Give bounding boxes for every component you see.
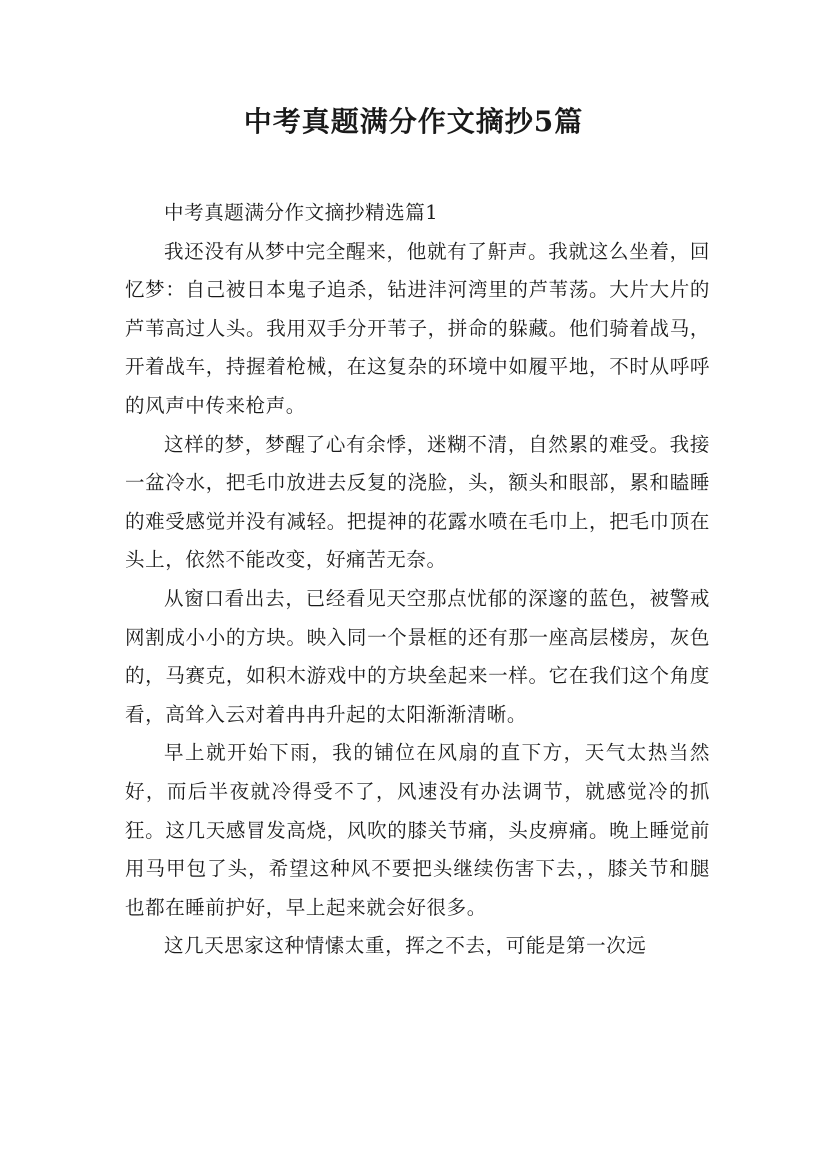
document-title: 中考真题满分作文摘抄5篇 (243, 105, 584, 138)
document-body (125, 194, 710, 966)
section-subheading: 中考真题满分作文摘抄精选篇1 (164, 201, 439, 224)
paragraph-5: 这几天思家这种情愫太重，挥之不去，可能是第一次远 (164, 934, 647, 958)
paragraph-2: 这样的梦，梦醒了心有余悸，迷糊不清，自然累的难受。我接一盆冷水，把毛巾放进去反复的浇脸，头，额头和眼部，累和瞌睡的难受感觉并没有减轻。把提神的花露水喷在毛巾上，把毛巾顶在头上，依然不能改变，好痛苦无奈。 (125, 432, 710, 572)
paragraph-1: 我还没有从梦中完全醒来，他就有了鼾声。我就这么坐着，回忆梦：自己被日本鬼子追杀，钻进沣河湾里的芦苇荡。大片大片的芦苇高过人头。我用双手分开苇子，拼命的躲藏。他们骑着战马，开着战车，持握着枪械，在这复杂的环境中如履平地，不时从呼呼的风声中传来枪声。 (125, 239, 710, 417)
paragraph-3: 从窗口看出去，已经看见天空那点忧郁的深邃的蓝色，被警戒网割成小小的方块。映入同一个景框的还有那一座高层楼房，灰色的，马赛克，如积木游戏中的方块垒起来一样。它在我们这个角度看，高耸入云对着冉冉升起的太阳渐渐清晰。 (125, 586, 710, 726)
paragraph-4: 早上就开始下雨，我的铺位在风扇的直下方，天气太热当然好，而后半夜就冷得受不了，风速没有办法调节，就感觉冷的抓狂。这几天感冒发高烧，风吹的膝关节痛，头皮痹痛。晚上睡觉前用马甲包了头，希望这种风不要把头继续伤害下去，，膝关节和腿也都在睡前护好，早上起来就会好很多。 (125, 741, 710, 919)
